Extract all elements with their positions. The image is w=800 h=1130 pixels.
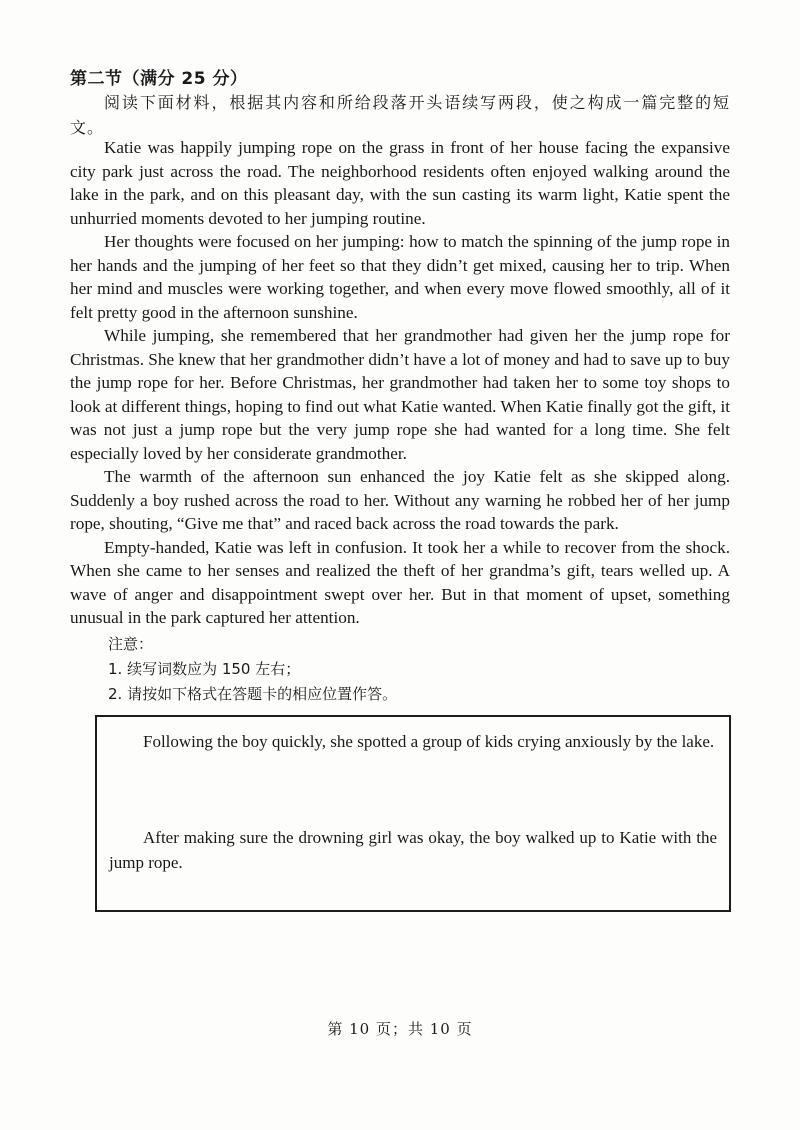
page-footer: 第 10 页；共 10 页 xyxy=(327,1020,473,1038)
passage-paragraph: The warmth of the afternoon sun enhanced the joy Katie felt as she skipped along. Suddenly a boy rushed across the road to her. Without any warning he robbed her of her jump rope, shouting, “Give me that” and raced back across the road towards the park. xyxy=(70,467,730,533)
reading-passage xyxy=(70,136,730,630)
section-title: 第二节（满分 25 分） xyxy=(70,69,248,89)
notes xyxy=(70,632,397,707)
continuation-opening-2: After making sure the drowning girl was okay, the boy walked up to Katie with the jump rope. xyxy=(109,828,717,872)
passage-paragraph: Katie was happily jumping rope on the grass in front of her house facing the expansive city park just across the road. The neighborhood residents often enjoyed walking around the lake in the park, and on this pleasant day, with the sun casting its warm light, Katie spent the unhurried moments devoted to her jumping routine. xyxy=(70,138,730,228)
passage-paragraph: Her thoughts were focused on her jumping: how to match the spinning of the jump rope in her hands and the jumping of her feet so that they didn’t get mixed, causing her to trip. When her mind and muscles were working together, and when every move flowed smoothly, all of it felt pretty good in the afternoon sunshine. xyxy=(70,232,730,322)
passage-paragraph: While jumping, she remembered that her grandmother had given her the jump rope for Christmas. She knew that her grandmother didn’t have a lot of money and had to save up to buy the jump rope for her. Before Christmas, her grandmother had taken her to some toy shops to look at different things, hoping to find out what Katie wanted. When Katie finally got the gift, it was not just a jump rope but the very jump rope she had wanted for a long time. She felt especially loved by her considerate grandmother. xyxy=(70,326,730,463)
answer-box xyxy=(95,715,731,912)
passage-paragraph: Empty-handed, Katie was left in confusion. It took her a while to recover from the shock. When she came to her senses and realized the theft of her grandma’s gift, tears welled up. A wave of anger and disappointment swept over her. But in that moment of upset, something unusual in the park captured her attention. xyxy=(70,537,730,627)
instructions: 阅读下面材料，根据其内容和所给段落开头语续写两段，使之构成一篇完整的短文。 xyxy=(70,93,730,137)
notes-heading: 注意： xyxy=(108,635,154,653)
continuation-opening-1: Following the boy quickly, she spotted a group of kids crying anxiously by the lake. xyxy=(143,732,715,751)
note-item: 2. 请按如下格式在答题卡的相应位置作答。 xyxy=(108,685,398,703)
note-item: 1. 续写词数应为 150 左右； xyxy=(108,660,301,678)
